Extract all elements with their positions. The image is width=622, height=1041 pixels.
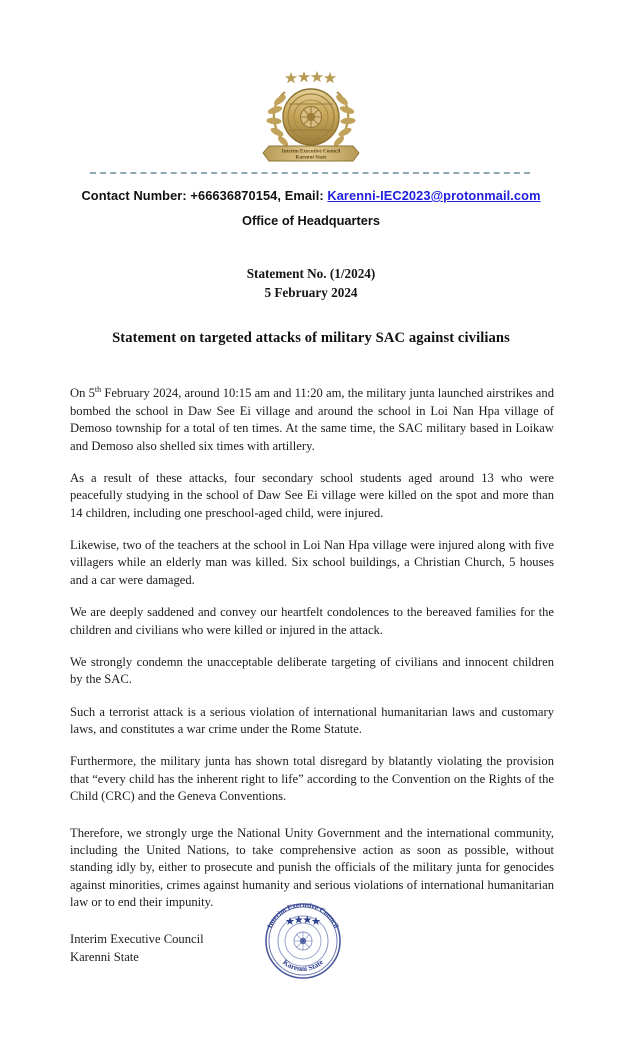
office-headquarters-label: Office of Headquarters [242, 213, 380, 229]
paragraph-urge: Therefore, we strongly urge the National Unity Government and the international community, including the United Nations, to take comprehensive action as soon as possible, without standing idly by, either to prosecute and punish the officials of the military junta for genocides against minorities, crimes against humanity and serious violations of international humanitarian law or to end their impunity. [70, 825, 554, 910]
paragraph-airstrikes [70, 385, 554, 455]
statement-date: 5 February 2024 [264, 285, 358, 301]
statement-number: Statement No. (1/2024) [246, 266, 376, 282]
karenni-blue-seal-icon [255, 893, 351, 989]
contact-number-label: Contact Number: [81, 188, 187, 203]
email-label: Email: [284, 188, 324, 203]
paragraph-casualties: As a result of these attacks, four secondary school students aged around 13 who were peacefully studying in the school of Daw See Ei village were killed on the spot and more than 14 children, including one preschool-aged child, were injured. [70, 470, 554, 520]
emblem-banner-line2: Karenni State [295, 154, 327, 161]
page-title: Statement on targeted attacks of military SAC against civilians [112, 330, 510, 347]
emblem-banner-line1: Interim Executive Council [281, 148, 341, 155]
contact-line [0, 186, 622, 205]
ordinal-suffix: th [94, 385, 102, 395]
paragraph-war-crime: Such a terrorist attack is a serious violation of international humanitarian laws and customary laws, and constitutes a war crime under the Rome Statute. [70, 704, 554, 737]
karenni-gold-emblem-icon [255, 62, 367, 166]
contact-block [0, 186, 622, 228]
para-airstrikes-prefix: On 5 [70, 386, 95, 401]
paragraph-teachers: Likewise, two of the teachers at the school in Loi Nan Hpa village were injured along with five villagers while an elderly man was killed. Six school buildings, a Christian Church, 5 houses and a car were damaged. [70, 538, 554, 587]
paragraph-condemn: We strongly condemn the unacceptable deliberate targeting of civilians and innocent children by the SAC. [70, 654, 554, 687]
email-link[interactable]: Karenni-IEC2023@protonmail.com [327, 188, 541, 203]
svg-text:Interim Executive Council [266, 901, 340, 929]
seal-top-text: Interim Executive Council [265, 901, 341, 930]
paragraph-crc: Furthermore, the military junta has shown total disregard by blatantly violating the provision that “every child has the inherent right to life” according to the Convention on the Rights of the Child (CRC) and the Geneva Conventions. [70, 754, 554, 804]
header-divider [90, 172, 530, 174]
statement-meta [0, 264, 622, 302]
footer-zone [0, 901, 622, 1041]
header-emblem-container [0, 0, 622, 166]
paragraph-condolences: We are deeply saddened and convey our heartfelt condolences to the bereaved families for the children and civilians who were killed or injured in the attack. [70, 605, 554, 637]
signature-state: Karenni State [70, 950, 139, 965]
document-body [0, 385, 622, 911]
contact-phone-value: +66636870154, [190, 188, 282, 203]
signature-council: Interim Executive Council [70, 932, 204, 947]
seal-bottom-text: Karenni State [281, 957, 325, 974]
para-airstrikes-text: February 2024, around 10:15 am and 11:20 am, the military junta launched airstrikes and bombed the school in Daw See Ei village and around the school in Loi Nan Hpa village of Demoso township for a total of ten times. At the same time, the SAC military based in Loikaw and Demoso also shelled six times with artillery. [70, 386, 554, 453]
